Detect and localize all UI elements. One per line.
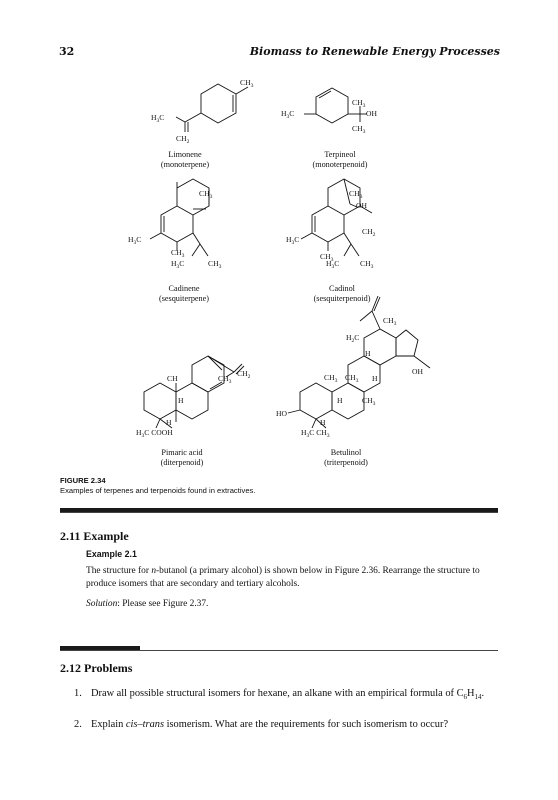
structure-class: (sesquiterpenoid) <box>313 294 371 303</box>
svg-text:H3C: $H_3C$ <box>128 235 142 246</box>
cadinol-structure <box>301 179 372 256</box>
structure-name: Limonene <box>168 150 202 159</box>
svg-text:H3C: $H_3C$ <box>151 113 165 124</box>
list-item: 2. Explain cis–trans isomerism. What are the requirements for such isomerism to occur? <box>74 719 449 730</box>
svg-text:H3C: $H_3C$ <box>326 259 340 270</box>
svg-text:CH: CH <box>167 374 178 383</box>
svg-text:H: H <box>365 349 371 358</box>
svg-text:CH3: $CH_3$ <box>199 189 213 200</box>
svg-text:OH: OH <box>412 367 423 376</box>
structure-name: Pimaric acid <box>161 448 203 457</box>
page-number: 32 <box>59 45 75 58</box>
structure-class: (sesquiterpene) <box>158 294 210 303</box>
pimaric-acid-structure <box>144 356 244 428</box>
svg-text:CH3: $CH_3$ <box>208 259 222 270</box>
svg-text:CH2: $CH_2$ <box>237 369 251 380</box>
svg-text:CH3: $CH_3$ <box>349 189 363 200</box>
svg-text:CH2: $CH_2$ <box>362 227 376 238</box>
example-paragraph: The structure for n-butanol (a primary alcohol) is shown below in Figure 2.36. Rearrange the structure to produce isomers that are secondary and tertiary alcohols. <box>86 566 480 589</box>
svg-text:OH: OH <box>366 109 377 118</box>
svg-text:CH3: $CH_3$ <box>324 373 338 384</box>
running-head: Biomass to Renewable Energy Processes <box>249 45 500 58</box>
example-label: Example 2.1 <box>86 549 137 559</box>
list-item: 1. Draw all possible structural isomers for hexane, an alkane with an empirical formula of $C_6H_{14}$. <box>74 688 485 702</box>
structure-class: (diterpenoid) <box>160 458 204 467</box>
svg-text:CH2: $CH_2$ <box>176 134 190 145</box>
structure-class: (monoterpenoid) <box>312 160 368 169</box>
svg-text:H3C CH3: $H_3C$ $CH_3$ <box>301 428 330 439</box>
svg-text:H3C: $H_3C$ <box>286 235 300 246</box>
figure-label: FIGURE 2.34 <box>60 476 106 485</box>
svg-text:CH3: $CH_3$ <box>240 78 254 89</box>
svg-text:CH3: $CH_3$ <box>218 374 232 385</box>
svg-text:CH3: $CH_3$ <box>320 252 334 263</box>
svg-text:HO: HO <box>276 409 287 418</box>
structure-name: Terpineol <box>324 150 356 159</box>
svg-text:CH3: $CH_3$ <box>383 316 397 327</box>
section-heading-2-11: 2.11 Example <box>60 529 129 543</box>
structure-name: Betulinol <box>330 448 362 457</box>
svg-text:OH: OH <box>356 201 367 210</box>
svg-text:CH3: $CH_3$ <box>360 259 374 270</box>
structure-class: (triterpenoid) <box>324 458 368 467</box>
svg-text:H: H <box>337 396 343 405</box>
svg-text:CH3: $CH_3$ <box>345 373 359 384</box>
limonene-structure <box>176 84 248 132</box>
svg-text:H: H <box>178 396 184 405</box>
betulinol-structure <box>288 296 430 428</box>
structure-name: Cadinol <box>329 284 355 293</box>
section-rule-thin <box>60 650 498 651</box>
svg-text:H3C COOH: $H_3C$ COOH <box>136 428 173 439</box>
figure-caption: Examples of terpenes and terpenoids found in extractives. <box>60 486 256 495</box>
example-solution: Solution: Please see Figure 2.37. <box>86 599 209 609</box>
svg-text:H: H <box>166 418 172 427</box>
section-heading-2-12: 2.12 Problems <box>60 661 133 675</box>
svg-text:H2C: $H_2C$ <box>346 333 360 344</box>
svg-text:H: H <box>372 374 378 383</box>
svg-text:CH3: $CH_3$ <box>362 396 376 407</box>
svg-text:H: H <box>320 418 326 427</box>
svg-text:H3C: $H_3C$ <box>171 259 185 270</box>
structure-name: Cadinene <box>168 284 200 293</box>
svg-text:CH3: $CH_3$ <box>171 248 185 259</box>
svg-text:CH3: $CH_3$ <box>352 98 366 109</box>
svg-text:CH3: $CH_3$ <box>352 124 366 135</box>
svg-text:H3C: $H_3C$ <box>281 109 295 120</box>
section-rule-thin <box>60 512 498 513</box>
structure-class: (monoterpene) <box>160 160 210 169</box>
